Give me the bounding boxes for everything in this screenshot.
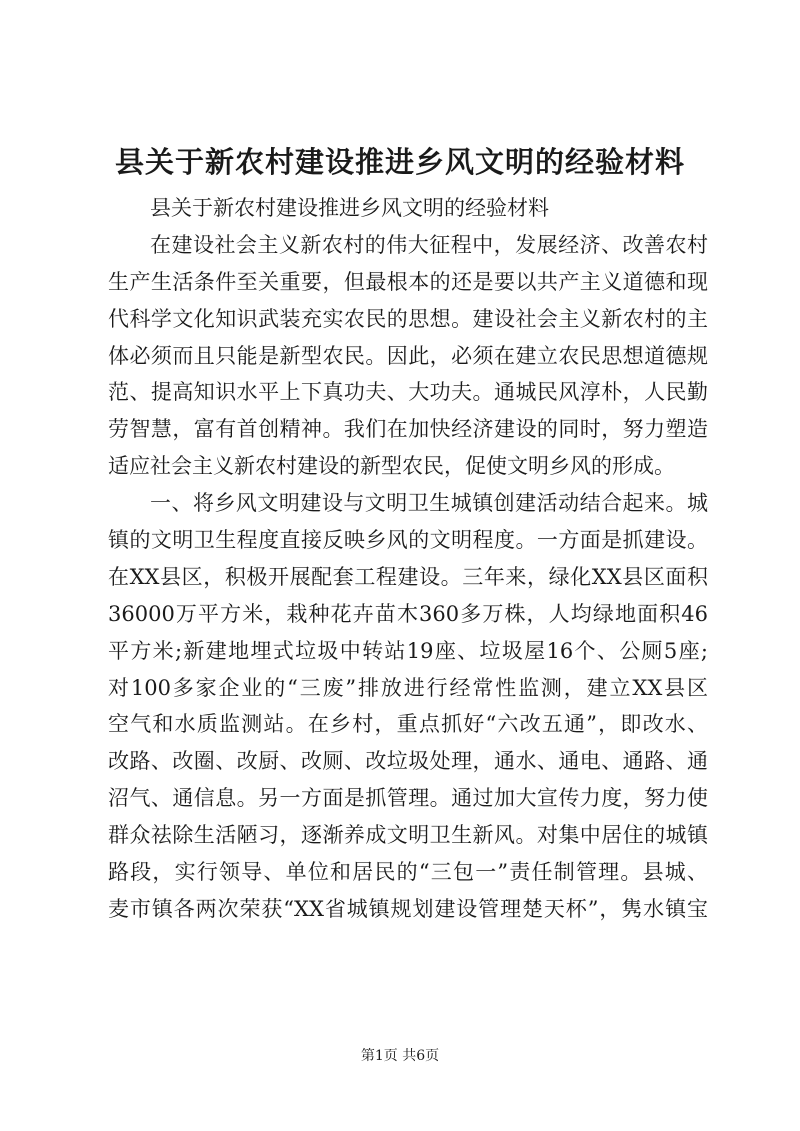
paragraph-2-line: 36000万平方米，栽种花卉苗木360多万株，人均绿地面积46: [108, 601, 708, 626]
paragraph-2-line: 对100多家企业的“三废”排放进行经常性监测，建立XX县区: [108, 675, 708, 700]
paragraph-1-line: 范、提高知识水平上下真功夫、大功夫。通城民风淳朴，人民勤: [108, 380, 708, 405]
paragraph-2-line: 沼气、通信息。另一方面是抓管理。通过加大宣传力度，努力使: [108, 786, 708, 811]
paragraph-2-line: 镇的文明卫生程度直接反映乡风的文明程度。一方面是抓建设。: [108, 528, 708, 553]
paragraph-1-line: 生产生活条件至关重要，但最根本的还是要以共产主义道德和现: [108, 269, 708, 294]
paragraph-1-line: 劳智慧，富有首创精神。我们在加快经济建设的同时，努力塑造: [108, 417, 708, 442]
paragraph-2-line: 群众祛除生活陋习，逐渐养成文明卫生新风。对集中居住的城镇: [108, 823, 708, 848]
paragraph-1-line: 代科学文化知识武装充实农民的思想。建设社会主义新农村的主: [108, 306, 708, 331]
paragraph-1-line: 体必须而且只能是新型农民。因此，必须在建立农民思想道德规: [108, 343, 708, 368]
paragraph-2-line: 麦市镇各两次荣获“XX省城镇规划建设管理楚天杯”，隽水镇宝: [108, 896, 708, 921]
document-title: 县关于新农村建设推进乡风文明的经验材料: [114, 145, 685, 179]
paragraph-1-line: 适应社会主义新农村建设的新型农民，促使文明乡风的形成。: [108, 454, 675, 479]
paragraph-2-line: 改路、改圈、改厨、改厕、改垃圾处理，通水、通电、通路、通: [108, 749, 708, 774]
document-body: [108, 190, 708, 928]
subtitle-line: 县关于新农村建设推进乡风文明的经验材料: [150, 196, 549, 220]
paragraph-2-line: 一、将乡风文明建设与文明卫生城镇创建活动结合起来。城: [150, 491, 708, 516]
paragraph-2-line: 路段，实行领导、单位和居民的“三包一”责任制管理。县城、: [108, 860, 708, 885]
paragraph-2-line: 平方米;新建地埋式垃圾中转站19座、垃圾屋16个、公厕5座;: [108, 638, 708, 663]
page-footer: 第1页 共6页: [360, 1048, 440, 1064]
paragraph-2-line: 空气和水质监测站。在乡村，重点抓好“六改五通”，即改水、: [108, 712, 708, 737]
paragraph-1-line: 在建设社会主义新农村的伟大征程中，发展经济、改善农村: [150, 232, 708, 257]
paragraph-2-line: 在XX县区，积极开展配套工程建设。三年来，绿化XX县区面积: [108, 564, 708, 589]
